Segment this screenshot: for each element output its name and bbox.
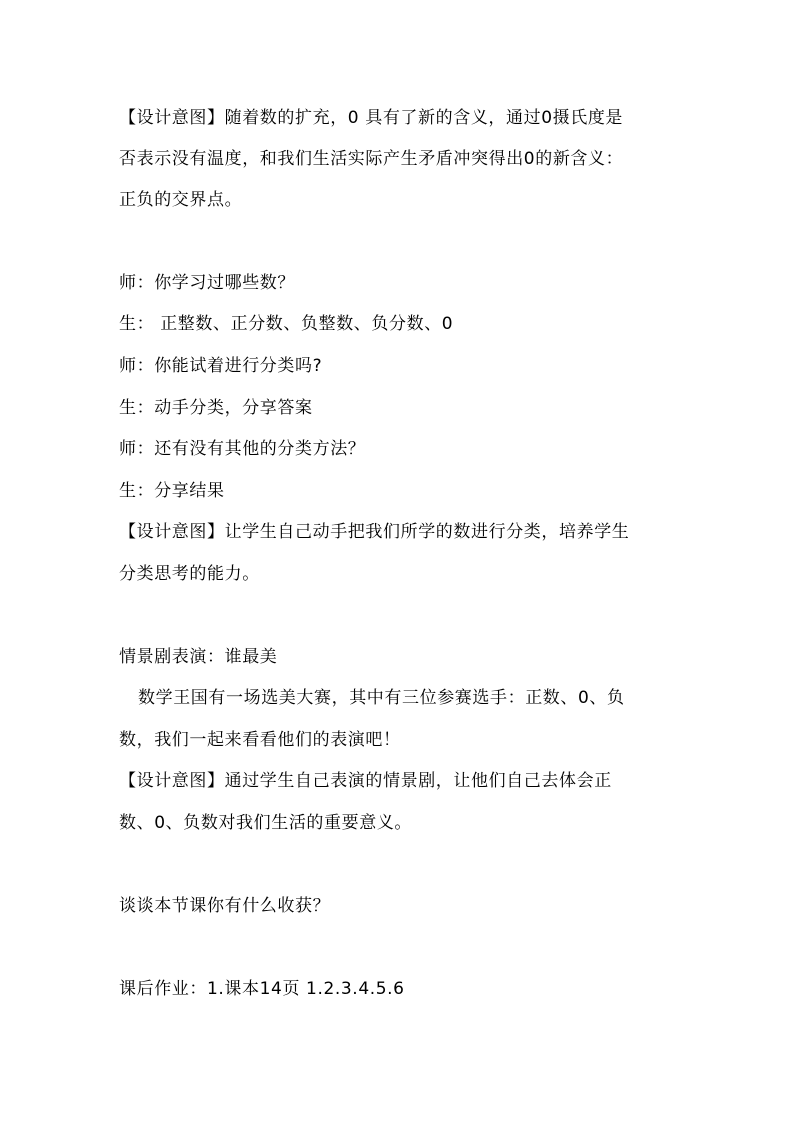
dialogue-teacher-2: 师：你能试着进行分类吗? <box>119 356 323 376</box>
design-intent-3-line-2: 数、0、负数对我们生活的重要意义。 <box>119 813 413 833</box>
design-intent-3-line-1: 【设计意图】通过学生自己表演的情景剧，让他们自己去体会正 <box>119 771 612 791</box>
dialogue-student-2: 生：动手分类，分享答案 <box>119 398 313 418</box>
skit-paragraph-line-1: 数学王国有一场选美大赛，其中有三位参赛选手：正数、0、负 <box>138 688 625 708</box>
design-intent-1-line-3: 正负的交界点。 <box>119 190 243 210</box>
dialogue-teacher-1: 师：你学习过哪些数？ <box>119 273 295 293</box>
reflection-question: 谈谈本节课你有什么收获？ <box>119 896 331 916</box>
design-intent-2-line-1: 【设计意图】让学生自己动手把我们所学的数进行分类，培养学生 <box>119 522 630 542</box>
design-intent-2-line-2: 分类思考的能力。 <box>119 564 260 584</box>
skit-heading: 情景剧表演：谁最美 <box>119 647 278 667</box>
homework-line: 课后作业：1.课本14页 1.2.3.4.5.6 <box>119 979 405 999</box>
dialogue-student-3: 生：分享结果 <box>119 481 225 501</box>
skit-paragraph-line-2: 数，我们一起来看看他们的表演吧！ <box>119 730 401 750</box>
design-intent-1-line-2: 否表示没有温度，和我们生活实际产生矛盾冲突得出0的新含义： <box>119 149 624 169</box>
design-intent-1-line-1: 【设计意图】随着数的扩充，0 具有了新的含义，通过0摄氏度是 <box>119 108 624 128</box>
dialogue-student-1: 生： 正整数、正分数、负整数、负分数、0 <box>119 314 454 334</box>
dialogue-teacher-3: 师：还有没有其他的分类方法？ <box>119 439 366 459</box>
